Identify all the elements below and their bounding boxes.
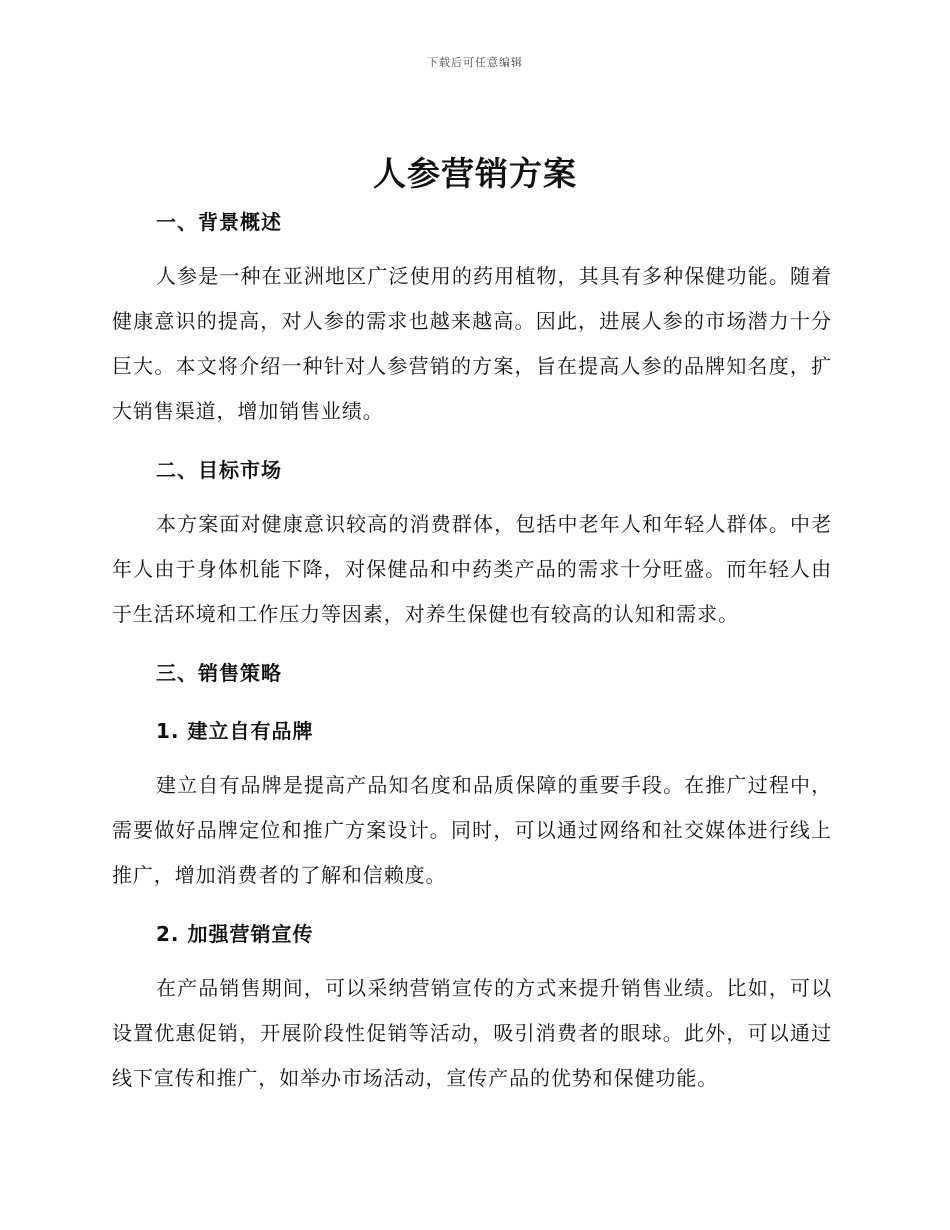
document-body [112,200,832,1101]
subsection-heading-marketing-promotion: 2. 加强营销宣传 [156,922,314,946]
header-note: 下载后可任意编辑 [427,56,523,69]
section-heading-target-market: 二、目标市场 [156,458,282,482]
document-title: 人参营销方案 [373,154,577,193]
section-heading-sales-strategy: 三、销售策略 [156,661,282,685]
section-paragraph-background: 人参是一种在亚洲地区广泛使用的药用植物，其具有多种保健功能。随着健康意识的提高，对人参的需求也越来越高。因此，进展人参的市场潜力十分巨大。本文将介绍一种针对人参营销的方案，旨在提高人参的品牌知名度，扩大销售渠道，增加销售业绩。 [112,264,832,423]
subsection-paragraph-marketing-promotion: 在产品销售期间，可以采纳营销宣传的方式来提升销售业绩。比如，可以设置优惠促销，开展阶段性促销等活动，吸引消费者的眼球。此外，可以通过线下宣传和推广，如举办市场活动，宣传产品的优势和保健功能。 [112,976,832,1090]
subsection-paragraph-own-brand: 建立自有品牌是提高产品知名度和品质保障的重要手段。在推广过程中，需要做好品牌定位和推广方案设计。同时，可以通过网络和社交媒体进行线上推广，增加消费者的了解和信赖度。 [112,773,832,887]
section-heading-background: 一、背景概述 [156,210,282,234]
section-paragraph-target-market: 本方案面对健康意识较高的消费群体，包括中老年人和年轻人群体。中老年人由于身体机能下降，对保健品和中药类产品的需求十分旺盛。而年轻人由于生活环境和工作压力等因素，对养生保健也有较高的认知和需求。 [112,512,832,626]
subsection-heading-own-brand: 1. 建立自有品牌 [156,719,314,743]
